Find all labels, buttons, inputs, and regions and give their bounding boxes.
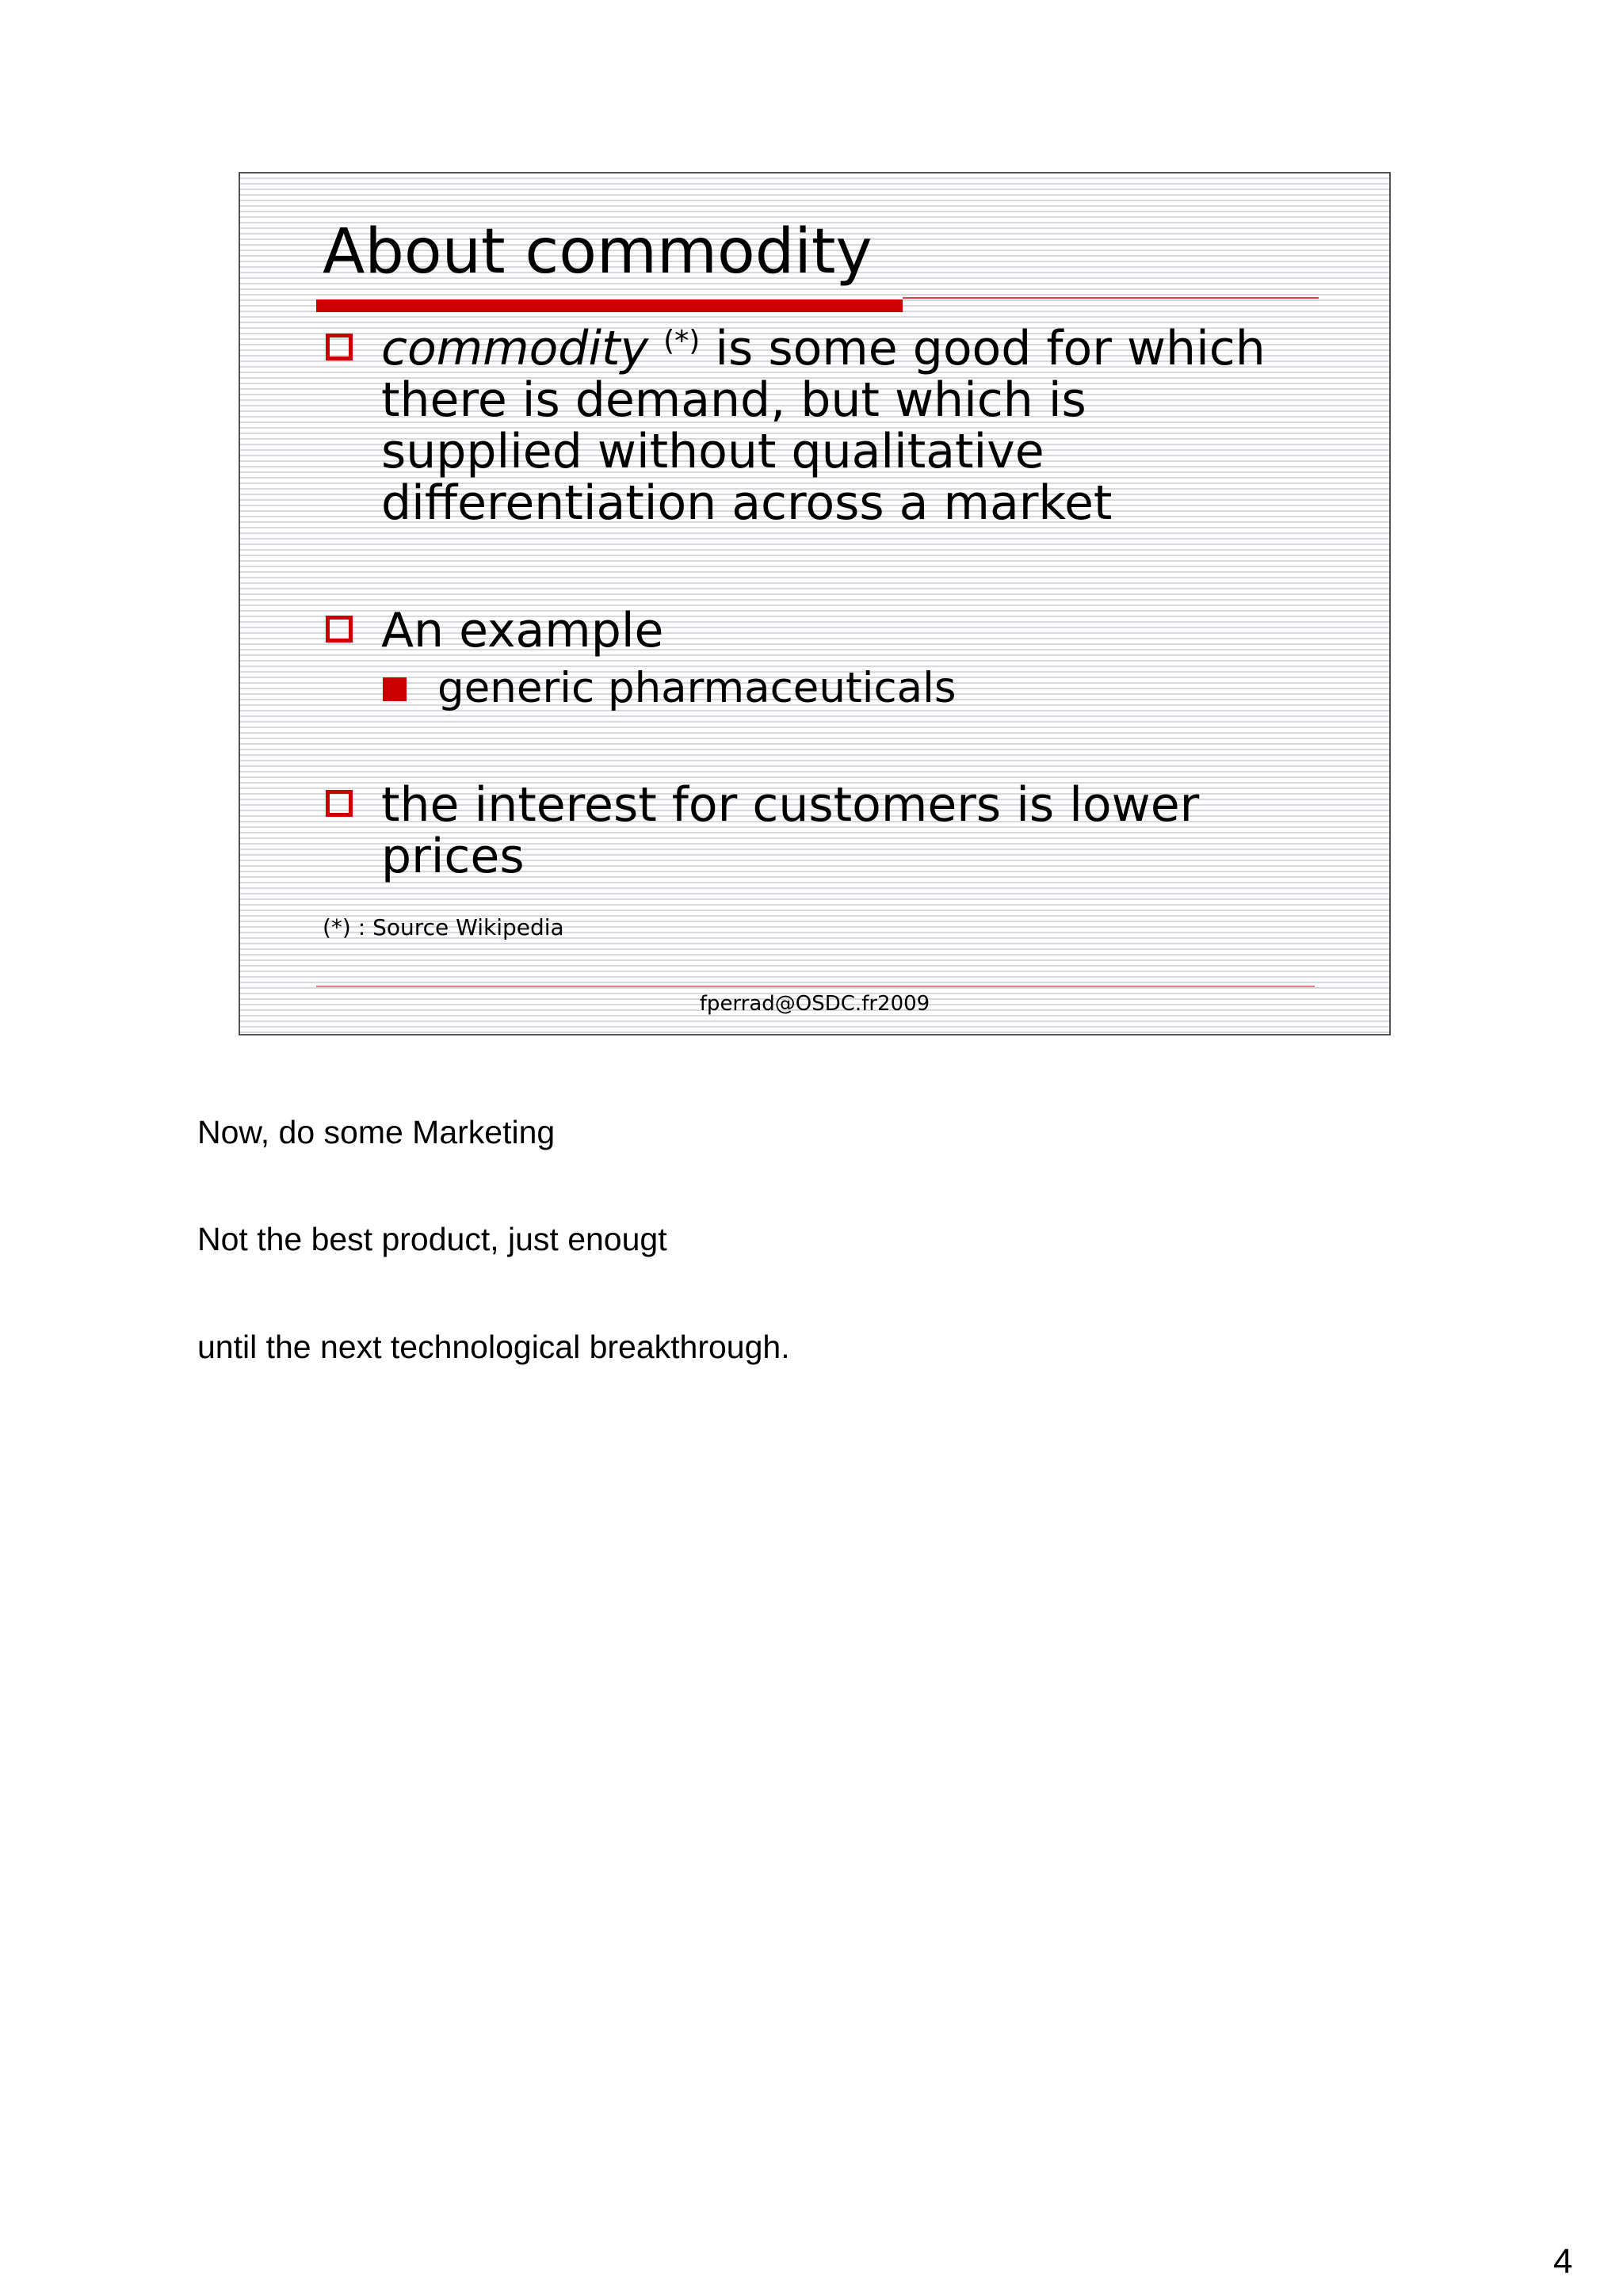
bullet-box-icon: [326, 616, 353, 643]
page-number: 4: [1553, 2242, 1573, 2281]
bullet-2-sub: generic pharmaceuticals: [437, 664, 957, 712]
bullet-1-line-3: supplied without qualitative: [381, 424, 1044, 479]
bullet-3-line-2: prices: [381, 829, 525, 884]
footer-rule: [316, 986, 1315, 987]
bullet-2-text: An example: [381, 603, 664, 658]
title-rule: [903, 297, 1319, 299]
note-line-3: until the next technological breakthrough.: [197, 1329, 790, 1365]
bullet-box-icon: [326, 334, 353, 360]
title-underline: [316, 299, 903, 312]
slide-title: About commodity: [323, 216, 873, 288]
term-commodity: commodity: [381, 321, 649, 376]
bullet-1-line-4: differentiation across a market: [381, 475, 1113, 531]
slide-footer: fperrad@OSDC.fr2009: [699, 992, 930, 1016]
note-line-1: Now, do some Marketing: [197, 1114, 556, 1150]
bullet-3-line-1: the interest for customers is lower: [381, 777, 1200, 833]
footnote-marker: (*): [663, 325, 701, 357]
source-note: (*) : Source Wikipedia: [323, 914, 564, 940]
bullet-1-line-2: there is demand, but which is: [381, 372, 1086, 428]
slide: [239, 172, 1391, 1035]
note-line-2: Not the best product, just enougt: [197, 1221, 667, 1257]
bullet-1-line-1-rest: is some good for which: [700, 321, 1266, 376]
sub-bullet-square-icon: [383, 677, 407, 701]
bullet-box-icon: [326, 790, 353, 817]
